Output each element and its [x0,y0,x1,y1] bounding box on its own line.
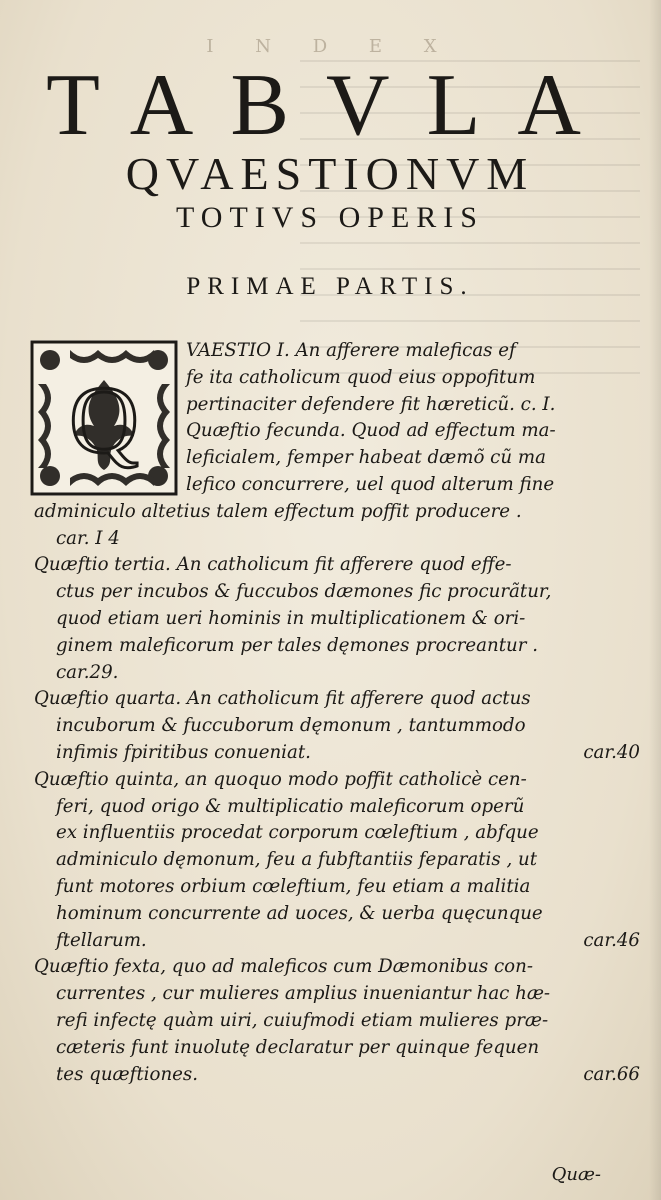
q5-last-row [34,928,640,955]
q5-line-4: adminiculo dęmonum, feu a fubftantiis feparatis , ut [56,849,538,871]
q2-line-2: leficialem, femper habeat dæmõ cũ ma [186,447,546,469]
q2-line-3: lefico concurrere, uel quod alterum fine [186,473,555,495]
catchword: Quæ- [551,1164,601,1185]
q6-line-1: Quæftio fexta, quo ad maleficos cum Dæmonibus con- [34,956,533,978]
q1-line-2: fe ita catholicum quod eius oppofitum [186,366,536,388]
q3-line-2: ctus per incubos & fuccubos dæmones fic procurãtur, [56,581,552,603]
page-edge-shadow [649,0,661,1200]
q3-line-4: ginem maleficorum per tales dęmones procreantur . [56,634,539,656]
running-head: I N D E X [206,36,455,57]
title-sub: QVAESTIONVM [125,148,535,199]
q2-line-1: Quæftio fecunda. Quod ad effectum ma- [186,420,556,442]
q6-line-3: refi infectę quàm uiri, cuiufmodi etiam mulieres præ- [56,1009,549,1031]
q3-ref: car.29. [56,661,119,683]
q5-line-1: Quæftio quinta, an quoquo modo poffit catholicè cen- [34,768,527,790]
q5-line-5: funt motores orbium cœleftium, feu etiam a malitia [56,875,531,897]
q6-line-2: currentes , cur mulieres amplius inueniantur hac hæ- [56,983,551,1005]
q2-ref: car. I 4 [56,527,120,549]
q4-line-1: Quæftio quarta. An catholicum fit afferere quod actus [34,688,531,710]
q5-line-6: hominum concurrente ad uoces, & uerba quęcunque [56,902,543,924]
q3-line-3: quod etiam ueri hominis in multiplicationem & ori- [56,607,526,629]
q6-last-row [34,1062,640,1089]
part-heading: PRIMAE PARTIS. [186,273,474,300]
question-list [34,338,640,1088]
title-sub2: TOTIVS OPERIS [176,201,484,234]
q5-line-7: ftellarum. [56,929,147,951]
initial-letter: Q [69,366,139,473]
q4-ref: car.40 [583,741,640,763]
q1-line-1: VAESTIO I. An afferere maleficas ef [186,340,516,361]
q6-line-5: tes quæftiones. [56,1063,199,1085]
q6-line-4: cæteris funt inuolutę declaratur per quinque fequen [56,1036,540,1058]
q6-ref: car.66 [583,1063,640,1085]
q3-line-1: Quæftio tertia. An catholicum fit afferere quod effe- [34,554,512,576]
q5-line-2: feri, quod origo & multiplicatio maleficorum operũ [56,795,525,817]
q1-line-3: pertinaciter defendere fit hæreticũ. c. I. [186,393,556,415]
q4-last-row [34,740,640,767]
title-main: TABVLA [46,57,618,154]
q5-ref: car.46 [583,929,640,951]
q4-line-2: incuborum & fuccuborum dęmonum , tantummodo [56,715,526,737]
q5-line-3: ex influentiis procedat corporum cœleftium , abfque [56,822,539,844]
q2-line-4: adminiculo altetius talem effectum poffit producere . [34,500,522,522]
q4-line-3: infimis fpiritibus conueniat. [56,741,311,763]
